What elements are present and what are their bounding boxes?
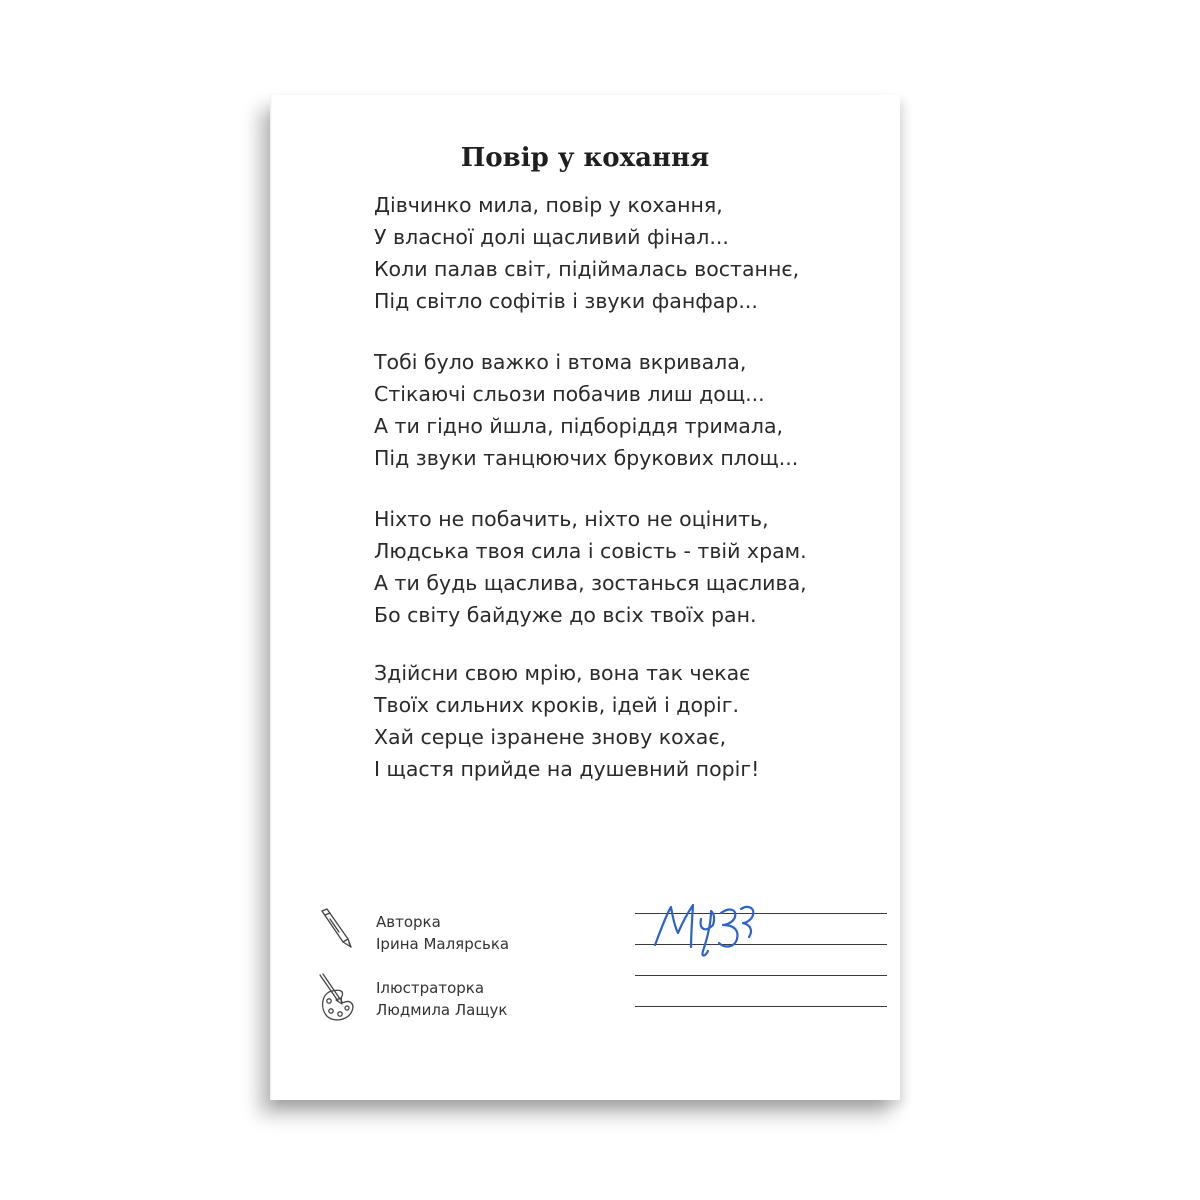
poem-line: Бо світу байдуже до всіх твоїх ран. xyxy=(374,603,757,627)
author-role: Авторка xyxy=(376,913,441,931)
signature-line xyxy=(635,975,887,976)
poem-line: І щастя прийде на душевний поріг! xyxy=(374,757,760,781)
stanza-2 xyxy=(374,346,874,474)
credits xyxy=(318,907,578,1039)
poem-line: Здійсни свою мрію, вона так чекає xyxy=(374,661,751,685)
poem-line: Дівчинко мила, повір у кохання, xyxy=(374,193,723,217)
author-name: Ірина Малярська xyxy=(376,935,510,953)
stanza-3 xyxy=(374,503,874,631)
poem-line: Людська твоя сила і совість - твій храм. xyxy=(374,539,807,563)
illustrator-name: Людмила Лащук xyxy=(376,1001,508,1019)
poem-title: Повір у кохання xyxy=(460,143,710,173)
illustrator-role: Ілюстраторка xyxy=(376,979,485,997)
poem-line: Хай серце ізранене знову кохає, xyxy=(374,725,727,749)
poem-line: Ніхто не побачить, ніхто не оцінить, xyxy=(374,507,769,531)
poem-line: Стікаючі сльози побачив лиш дощ... xyxy=(374,382,765,406)
poem-line: А ти гідно йшла, підборіддя тримала, xyxy=(374,414,784,438)
poem-line: А ти будь щаслива, зостанься щаслива, xyxy=(374,571,807,595)
stanza-1 xyxy=(374,189,874,317)
author-credit xyxy=(318,907,578,965)
poem-line: Твоїх сильних кроків, ідей і доріг. xyxy=(374,693,740,717)
poem-card xyxy=(270,95,900,1100)
poem-line: Тобі було важко і втома вкривала, xyxy=(374,350,747,374)
poem-line: Під звуки танцюючих брукових площ... xyxy=(374,446,799,470)
illustrator-credit xyxy=(318,973,578,1031)
handwritten-signature xyxy=(645,895,785,965)
poem-line: Під світло софітів і звуки фанфар... xyxy=(374,289,758,313)
signature-line xyxy=(635,1006,887,1007)
poem-line: Коли палав світ, підіймалась востаннє, xyxy=(374,257,800,281)
palette-brush-icon xyxy=(318,973,358,1017)
fountain-pen-icon xyxy=(318,907,358,951)
poem-line: У власної долі щасливий фінал... xyxy=(374,225,729,249)
stanza-4 xyxy=(374,657,874,785)
